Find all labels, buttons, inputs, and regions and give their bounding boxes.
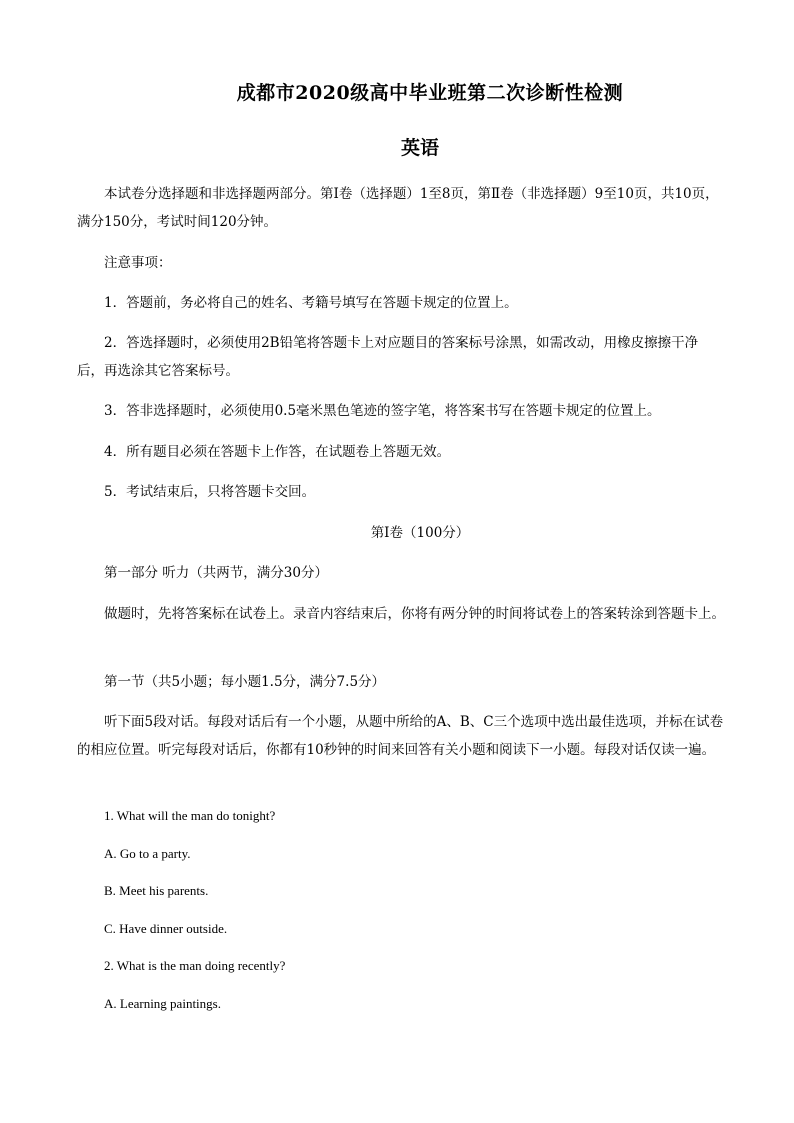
exam-title: 成都市2020级高中毕业班第二次诊断性检测: [236, 82, 624, 104]
part1-heading: 第一部分 听力（共两节，满分30分）: [104, 565, 328, 581]
question-1-option-c: C. Have dinner outside.: [104, 921, 228, 936]
note-item-1: 1．答题前，务必将自己的姓名、考籍号填写在答题卡规定的位置上。: [104, 295, 518, 311]
note-item-4: 4．所有题目必须在答题卡上作答，在试题卷上答题无效。: [104, 444, 451, 460]
question-1-option-a: A. Go to a party.: [104, 846, 191, 861]
section1-heading: 第一节（共5小题；每小题1.5分，满分7.5分）: [104, 674, 386, 690]
question-1-option-b: B. Meet his parents.: [104, 883, 209, 898]
question-2-stem: 2. What is the man doing recently?: [104, 958, 286, 973]
volume-title: 第Ⅰ卷（100分）: [370, 525, 470, 541]
intro-paragraph: 本试卷分选择题和非选择题两部分。第Ⅰ卷（选择题）1至8页，第Ⅱ卷（非选择题）9至10页，共10页，满分150分，考试时间120分钟。: [77, 186, 719, 230]
subject-title: 英语: [400, 137, 439, 159]
part1-instruction: 做题时，先将答案标在试卷上。录音内容结束后，你将有两分钟的时间将试卷上的答案转涂到答题卡上。: [104, 606, 725, 622]
note-item-3: 3．答非选择题时，必须使用0.5毫米黑色笔迹的签字笔，将答案书写在答题卡规定的位置上。: [104, 403, 661, 419]
question-1-stem: 1. What will the man do tonight?: [104, 808, 276, 823]
question-2-option-a: A. Learning paintings.: [104, 996, 221, 1011]
note-item-2: 2．答选择题时，必须使用2B铅笔将答题卡上对应题目的答案标号涂黑，如需改动，用橡皮擦擦干净后，再选涂其它答案标号。: [77, 335, 699, 379]
note-item-5: 5．考试结束后，只将答题卡交回。: [104, 484, 316, 500]
section1-instruction: 听下面5段对话。每段对话后有一个小题，从题中所给的A、B、C三个选项中选出最佳选项，并标在试卷的相应位置。听完每段对话后，你都有10秒钟的时间来回答有关小题和阅读下一小题。每段对话仅读一遍。: [77, 714, 724, 758]
notes-heading: 注意事项：: [104, 255, 172, 271]
